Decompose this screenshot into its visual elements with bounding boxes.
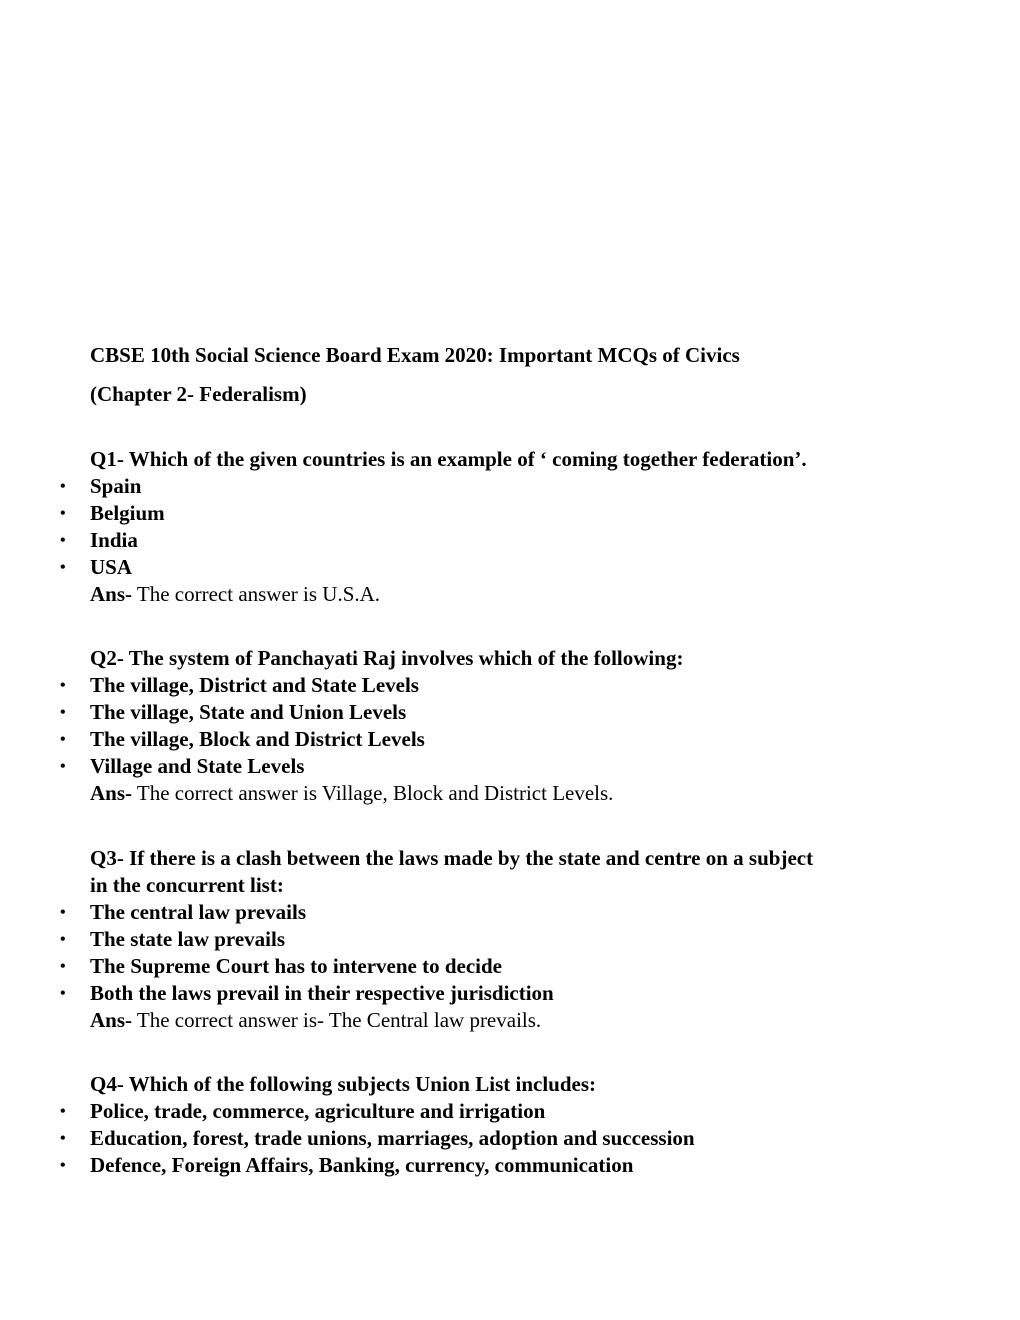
- answer-text: The correct answer is U.S.A.: [132, 582, 381, 606]
- answer-line: [90, 1007, 910, 1034]
- option-item: • India: [60, 528, 138, 552]
- option-item: • The village, Block and District Levels: [60, 727, 425, 751]
- bullet-icon: •: [60, 931, 66, 948]
- answer-text: The correct answer is- The Central law prevails.: [132, 1008, 542, 1032]
- option-item: • The state law prevails: [60, 927, 286, 951]
- bullet-icon: •: [60, 478, 66, 495]
- bullet-icon: •: [60, 731, 66, 748]
- question-2: [60, 645, 910, 807]
- bullet-icon: •: [60, 677, 66, 694]
- option-item: • Spain: [60, 474, 142, 498]
- document-title: CBSE 10th Social Science Board Exam 2020: Important MCQs of Civics: [90, 343, 740, 367]
- bullet-icon: •: [60, 904, 66, 921]
- option-item: • Police, trade, commerce, agriculture and irrigation: [60, 1099, 546, 1123]
- question-text: Q1- Which of the given countries is an example of ‘ coming together federation’.: [90, 447, 807, 471]
- option-item: • Village and State Levels: [60, 754, 305, 778]
- bullet-icon: •: [60, 758, 66, 775]
- answer-label: Ans-: [90, 1008, 133, 1032]
- question-text: Q4- Which of the following subjects Union List includes:: [90, 1072, 596, 1096]
- bullet-icon: •: [60, 1157, 66, 1174]
- answer-line: [90, 581, 910, 608]
- option-item: • Belgium: [60, 501, 165, 525]
- bullet-icon: •: [60, 1130, 66, 1147]
- answer-line: [90, 780, 910, 807]
- bullet-icon: •: [60, 704, 66, 721]
- option-item: • Both the laws prevail in their respective jurisdiction: [60, 981, 554, 1005]
- answer-label: Ans-: [90, 582, 133, 606]
- answer-label: Ans-: [90, 781, 133, 805]
- document-subtitle: (Chapter 2- Federalism): [90, 382, 307, 406]
- option-item: • Education, forest, trade unions, marriages, adoption and succession: [60, 1126, 695, 1150]
- bullet-icon: •: [60, 532, 66, 549]
- option-item: • The village, State and Union Levels: [60, 700, 407, 724]
- option-item: • USA: [60, 555, 133, 579]
- bullet-icon: •: [60, 958, 66, 975]
- option-item: • The village, District and State Levels: [60, 673, 419, 697]
- option-item: • The Supreme Court has to intervene to decide: [60, 954, 502, 978]
- bullet-icon: •: [60, 985, 66, 1002]
- bullet-icon: •: [60, 559, 66, 576]
- option-item: • Defence, Foreign Affairs, Banking, currency, communication: [60, 1153, 634, 1177]
- question-4: [60, 1071, 910, 1179]
- question-text: Q2- The system of Panchayati Raj involves which of the following:: [90, 646, 684, 670]
- question-text: Q3- If there is a clash between the laws made by the state and centre on a subject: [90, 846, 814, 870]
- bullet-icon: •: [60, 1103, 66, 1120]
- option-item: • The central law prevails: [60, 900, 307, 924]
- answer-text: The correct answer is Village, Block and District Levels.: [132, 781, 614, 805]
- question-text-cont: in the concurrent list:: [90, 873, 284, 897]
- question-1: [60, 446, 910, 608]
- question-3: [60, 845, 910, 1034]
- bullet-icon: •: [60, 505, 66, 522]
